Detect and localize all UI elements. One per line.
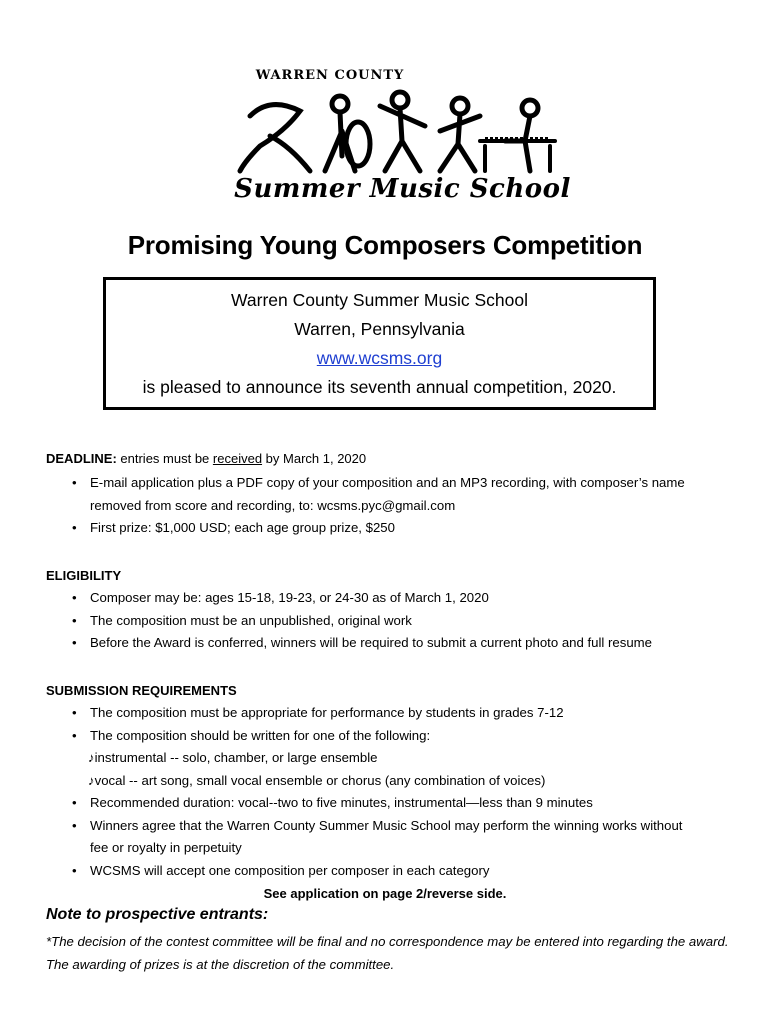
school-logo <box>205 68 575 213</box>
school-location: Warren, Pennsylvania <box>294 319 465 339</box>
deadline-label: DEADLINE: <box>46 451 117 466</box>
list-item-continuation: removed from score and recording, to: wcsms.pyc@gmail.com <box>90 497 456 513</box>
list-item: • Composer may be: ages 15-18, 19-23, or 24-30 as of March 1, 2020 <box>72 590 489 605</box>
list-item: • E-mail application plus a PDF copy of your composition and an MP3 recording, with composer’s name <box>72 475 685 490</box>
sub-item-instrumental: ♪instrumental -- solo, chamber, or large ensemble <box>88 750 378 765</box>
list-item: • Before the Award is conferred, winners will be required to submit a current photo and full resume <box>72 635 652 650</box>
logo-bottom-text: Summer Music School <box>234 174 571 204</box>
announcement-box <box>103 277 656 410</box>
list-item: • The composition should be written for one of the following: <box>72 727 431 743</box>
list-item: • The composition must be an unpublished, original work <box>72 612 412 628</box>
note-text: *The decision of the contest committee will be final and no correspondence may be entered into regarding the award. The awarding of prizes is at the discretion of the committee. <box>46 934 729 972</box>
list-item: • WCSMS will accept one composition per composer in each category <box>72 862 490 878</box>
website-link[interactable]: www.wcsms.org <box>316 348 443 368</box>
musicians-illustration <box>230 86 560 176</box>
note-heading: Note to prospective entrants: <box>46 906 269 923</box>
deadline-section <box>46 450 685 540</box>
submission-section <box>46 682 746 882</box>
submission-heading: SUBMISSION REQUIREMENTS <box>46 683 237 698</box>
deadline-line: DEADLINE: entries must be received by March 1, 2020 <box>46 451 367 466</box>
see-application-note: See application on page 2/reverse side. <box>263 886 507 901</box>
list-item: • The composition must be appropriate for performance by students in grades 7-12 <box>72 705 564 720</box>
sub-item-vocal: ♪vocal -- art song, small vocal ensemble or chorus (any combination of voices) <box>88 772 546 788</box>
list-item: • First prize: $1,000 USD; each age group prize, $250 <box>72 520 395 535</box>
page-title: Promising Young Composers Competition <box>127 230 643 260</box>
list-item: • Winners agree that the Warren County Summer Music School may perform the winning works without <box>72 817 683 833</box>
announcement-text: is pleased to announce its seventh annual competition, 2020. <box>142 377 617 397</box>
eligibility-section <box>46 567 652 655</box>
list-item: • Recommended duration: vocal--two to five minutes, instrumental—less than 9 minutes <box>72 795 593 810</box>
logo-top-text: WARREN COUNTY <box>255 68 405 83</box>
eligibility-heading: ELIGIBILITY <box>46 568 122 583</box>
school-name: Warren County Summer Music School <box>231 290 528 310</box>
list-item-continuation: fee or royalty in perpetuity <box>90 840 242 855</box>
